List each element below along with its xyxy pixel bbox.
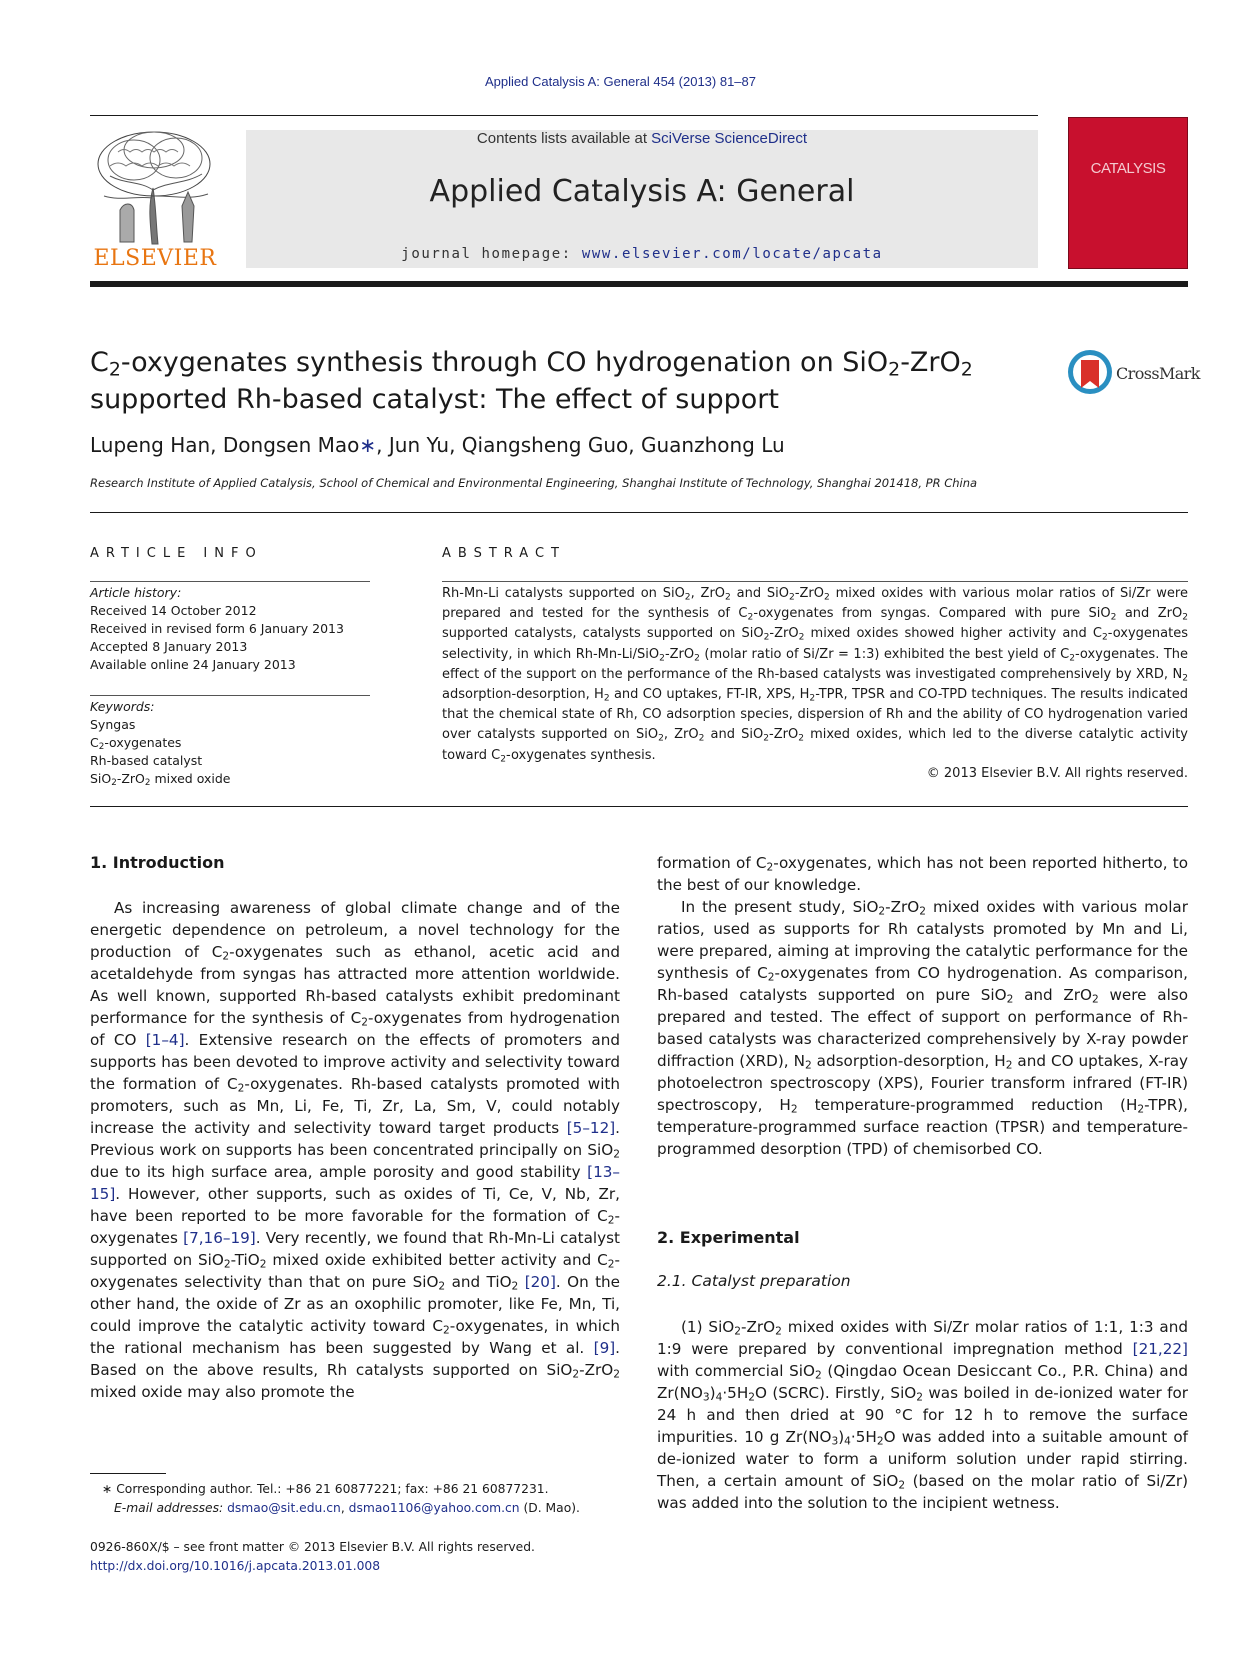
email-link[interactable]: dsmao1106@yahoo.com.cn bbox=[348, 1501, 520, 1515]
crossmark-icon[interactable] bbox=[1066, 348, 1114, 396]
subscript: 2 bbox=[684, 592, 691, 603]
subscript: 2 bbox=[658, 733, 664, 744]
subscript: 2 bbox=[916, 1390, 924, 1404]
subscript: 2 bbox=[1006, 992, 1014, 1006]
experimental-paragraph: (1) SiO$_2$-ZrO$_2$ mixed oxides with Si/Zr molar ratios of 1:1, 1:3 and 1:9 were prepared by conventional impregnation method [21,22] with commercial SiO$_2$ (Qingdao Ocean Desiccant Co., P.R. China) and $Zr(NO_3)_4\cdot 5H_2O$ (SCRC). Firstly, SiO$_2$ was boiled in de-ionized water for 24 h and then dried at 90 °C for 12 h to remove the surface impurities. 10 g $Zr(NO_3)_4\cdot 5H_2O$ was added into a suitable amount of de-ionized water to form a uniform solution under rapid stirring. Then, a certain amount of SiO$_2$ (based on the molar ratio of Si/Zr) was added into the solution to the incipient wetness. bbox=[657, 1318, 1189, 1512]
subscript: 2 bbox=[698, 733, 705, 744]
subscript: 2 bbox=[223, 1257, 231, 1271]
subscript: 2 bbox=[1005, 1058, 1013, 1072]
subscript: 2 bbox=[747, 612, 754, 623]
subscript: 2 bbox=[572, 1367, 580, 1381]
subscript: 2 bbox=[763, 733, 770, 744]
subscript: 2 bbox=[888, 358, 901, 381]
subscript: 2 bbox=[1069, 652, 1075, 663]
keywords-caption: Keywords: bbox=[90, 699, 155, 714]
issn-line: 0926-860X/$ – see front matter © 2013 Elsevier B.V. All rights reserved. bbox=[90, 1540, 535, 1554]
keywords bbox=[90, 698, 370, 788]
subscript: 2 bbox=[442, 1323, 450, 1337]
citation-link[interactable]: [20] bbox=[524, 1273, 556, 1291]
right-column-body bbox=[657, 852, 1188, 1160]
subscript: 2 bbox=[613, 1367, 620, 1381]
continuation-paragraph: formation of $C_2$-oxygenates, which has not been reported hitherto, to the best of our knowledge. bbox=[657, 854, 1188, 894]
subscript: 2 bbox=[111, 778, 117, 789]
subscript: 2 bbox=[809, 693, 816, 704]
subscript: 2 bbox=[659, 652, 665, 663]
subscript: 2 bbox=[763, 632, 770, 643]
subscript: 2 bbox=[438, 1279, 446, 1293]
article-history bbox=[90, 584, 370, 674]
subscript: 2 bbox=[878, 904, 886, 918]
history-rule bbox=[90, 581, 370, 582]
homepage-prefix: journal homepage: bbox=[401, 246, 582, 262]
subscript: 2 bbox=[766, 860, 774, 874]
subscript: 2 bbox=[734, 1324, 742, 1338]
subscript: 3 bbox=[702, 1390, 710, 1404]
footnote-rule bbox=[90, 1473, 166, 1474]
subscript: 2 bbox=[1182, 673, 1188, 684]
journal-cover-image bbox=[1068, 117, 1188, 269]
subscript: 2 bbox=[613, 1147, 620, 1161]
present-study-paragraph: In the present study, SiO$_2$-ZrO$_2$ mixed oxides with various molar ratios, used as supports for Rh catalysts promoted by Mn and Li, were prepared, aiming at improving the catalytic performance for the synthesis of $C_2$-oxygenates from CO hydrogenation. As comparison, Rh-based catalysts supported on pure SiO$_2$ and ZrO$_2$ were also prepared and tested. The effect of support on performance of Rh-based catalysts was characterized comprehensively by X-ray powder diffraction (XRD), $N_2$ adsorption-desorption, $H_2$ and CO uptakes, X-ray photoelectron spectroscopy (XPS), Fourier transform infrared (FT-IR) spectroscopy, $H_2$ temperature-programmed reduction $(H_2-TPR)$, temperature-programmed surface reaction (TPSR) and temperature-programmed desorption (TPD) of chemisorbed CO. bbox=[657, 898, 1188, 1158]
doi-link[interactable]: http://dx.doi.org/10.1016/j.apcata.2013.01.008 bbox=[90, 1559, 381, 1573]
subscript: 3 bbox=[831, 1434, 839, 1448]
subscript: 2 bbox=[919, 904, 927, 918]
header-rule bbox=[90, 115, 1038, 116]
subscript: 2 bbox=[767, 970, 775, 984]
article-info-heading: ARTICLE INFO bbox=[90, 546, 263, 561]
subscript: 2 bbox=[804, 1058, 812, 1072]
introduction-paragraph: As increasing awareness of global climate change and of the energetic dependence on petroleum, a novel technology for the production of $C_2$-oxygenates such as ethanol, acetic acid and acetaldehyde from syngas has attracted more attention worldwide. As well known, supported Rh-based catalysts exhibit predominant performance for the synthesis of $C_2$-oxygenates from hydrogenation of CO [1–4]. Extensive research on the effects of promoters and supports has been devoted to improve activity and selectivity toward the formation of $C_2$-oxygenates. Rh-based catalysts promoted with promoters, such as Mn, Li, Fe, Ti, Zr, La, Sm, V, could notably increase the activity and selectivity toward target products [5–12]. Previous work on supports has been concentrated principally on SiO$_2$ due to its high surface area, ample porosity and good stability [13–15]. However, other supports, such as oxides of Ti, Ce, V, Nb, Zr, have been reported to be more favorable for the formation of $C_2$-oxygenates [7,16–19]. Very recently, we found that Rh-Mn-Li catalyst supported on SiO$_2$-TiO$_2$ mixed oxide exhibited better activity and $C_2$-oxygenates selectivity than that on pure SiO$_2$ and TiO$_2$ [20]. On the other hand, the oxide of Zr as an oxophilic promoter, like Fe, Mn, Ti, could improve the catalytic activity toward $C_2$-oxygenates, in which the rational mechanism has been suggested by Wang et al. [9]. Based on the above results, Rh catalysts supported on SiO$_2$-ZrO$_2$ mixed oxide may also promote the bbox=[90, 899, 621, 1401]
subscript: 2 bbox=[824, 592, 830, 603]
subscript: 2 bbox=[798, 733, 804, 744]
subscript: 2 bbox=[960, 358, 973, 381]
keywords-rule bbox=[90, 695, 370, 696]
subscript: 2 bbox=[876, 1434, 884, 1448]
subscript: 2 bbox=[222, 949, 230, 963]
subscript: 4 bbox=[844, 1434, 851, 1448]
citation-link[interactable]: [7,16–19] bbox=[183, 1229, 256, 1247]
subscript: 2 bbox=[775, 1324, 782, 1338]
subscript: 2 bbox=[237, 1081, 245, 1095]
subscript: 2 bbox=[511, 1279, 519, 1293]
keyword-item: Rh-based catalyst bbox=[90, 753, 203, 768]
subscript: 2 bbox=[1137, 1102, 1145, 1116]
subscript: 2 bbox=[748, 1390, 756, 1404]
sciencedirect-link[interactable]: SciVerse ScienceDirect bbox=[651, 130, 808, 147]
subscript: 2 bbox=[1101, 632, 1108, 643]
abstract-copyright: © 2013 Elsevier B.V. All rights reserved. bbox=[926, 766, 1188, 781]
subscript: 2 bbox=[607, 1213, 615, 1227]
history-caption: Article history: bbox=[90, 585, 182, 600]
subscript: 2 bbox=[98, 742, 105, 753]
subscript: 2 bbox=[500, 753, 507, 764]
citation-link[interactable]: [21,22] bbox=[1132, 1340, 1188, 1358]
introduction-body bbox=[90, 897, 620, 1403]
elsevier-wordmark: ELSEVIER bbox=[93, 246, 217, 271]
citation-link[interactable]: [5–12] bbox=[566, 1119, 616, 1137]
footnote-emails bbox=[90, 1499, 620, 1518]
subscript: 2 bbox=[361, 1015, 368, 1029]
crossmark-label[interactable]: CrossMark bbox=[1116, 364, 1200, 383]
abstract-heading: ABSTRACT bbox=[442, 546, 566, 561]
email-separator: , bbox=[340, 1501, 349, 1515]
subscript: 2 bbox=[725, 592, 731, 603]
citation-link[interactable]: [13–15] bbox=[90, 1163, 620, 1203]
email-suffix: (D. Mao). bbox=[519, 1501, 580, 1515]
contents-line bbox=[246, 130, 1038, 147]
experimental-body bbox=[657, 1316, 1188, 1514]
abstract-text: Rh-Mn-Li catalysts supported on SiO$_2$, ZrO$_2$ and SiO$_2$-ZrO$_2$ mixed oxides with various molar ratios of Si/Zr were prepared and tested for the synthesis of $C_2$-oxygenates from syngas. Compared with pure SiO$_2$ and ZrO$_2$ supported catalysts, catalysts supported on SiO$_2$-ZrO$_2$ mixed oxides showed higher activity and $C_2$-oxygenates selectivity, in which Rh-Mn-Li/SiO$_2$-ZrO$_2$ (molar ratio of Si/Zr = 1:3) exhibited the best yield of $C_2$-oxygenates. The effect of the support on the performance of the Rh-based catalysts was investigated comprehensively by XRD, $N_2$ adsorption-desorption, $H_2$ and CO uptakes, FT-IR, XPS, $H_2$-TPR, TPSR and CO-TPD techniques. The results indicated that the chemical state of Rh, CO adsorption species, dispersion of Rh and the ability of CO hydrogenation varied over catalysts supported on SiO$_2$, ZrO$_2$ and SiO$_2$-ZrO$_2$ mixed oxides, which led to the diverse catalytic activity toward $C_2$-oxygenates synthesis. bbox=[442, 586, 1189, 764]
citation-link[interactable]: [9] bbox=[593, 1339, 616, 1357]
subscript: 4 bbox=[715, 1390, 723, 1404]
subscript: 2 bbox=[789, 592, 795, 603]
subscript: 2 bbox=[1092, 992, 1099, 1006]
subscript: 2 bbox=[790, 1102, 798, 1116]
keyword-item: SiO$_2$-ZrO$_2$ mixed oxide bbox=[90, 771, 231, 789]
keyword-item: Syngas bbox=[90, 717, 136, 732]
email-label: E-mail addresses: bbox=[114, 1501, 228, 1515]
subscript: 2 bbox=[814, 1368, 822, 1382]
subscript: 2 bbox=[898, 1478, 906, 1492]
history-item: Received in revised form 6 January 2013 bbox=[90, 621, 344, 636]
journal-cover-title: CATALYSIS bbox=[1090, 160, 1166, 177]
homepage-link[interactable]: www.elsevier.com/locate/apcata bbox=[581, 246, 883, 262]
subscript: 2 bbox=[694, 652, 700, 663]
front-matter bbox=[90, 1538, 620, 1576]
history-item: Received 14 October 2012 bbox=[90, 603, 257, 618]
history-item: Available online 24 January 2013 bbox=[90, 657, 296, 672]
info-top-rule bbox=[90, 512, 1188, 513]
affiliation: Research Institute of Applied Catalysis, School of Chemical and Environmental Engineering, Shanghai Institute of Technology, Shanghai 201418, PR China bbox=[90, 476, 978, 490]
header-thick-rule bbox=[90, 281, 1188, 287]
journal-reference-link[interactable]: Applied Catalysis A: General 454 (2013) 81–87 bbox=[484, 74, 756, 89]
subscript: 2 bbox=[144, 778, 151, 789]
introduction-heading: 1. Introduction bbox=[90, 853, 225, 872]
article-title: $C_2$-oxygenates synthesis through CO hydrogenation on SiO$_2$-ZrO$_2$ supported Rh-based catalyst: The effect of support bbox=[90, 347, 973, 415]
email-link[interactable]: dsmao@sit.edu.cn bbox=[227, 1501, 341, 1515]
contents-prefix: Contents lists available at bbox=[476, 130, 652, 147]
subscript: 2 bbox=[607, 1257, 615, 1271]
subscript: 2 bbox=[603, 693, 610, 704]
experimental-heading: 2. Experimental bbox=[657, 1228, 800, 1247]
catalyst-preparation-heading: 2.1. Catalyst preparation bbox=[657, 1272, 851, 1290]
corresponding-author-footnote bbox=[90, 1480, 620, 1518]
author-list: Lupeng Han, Dongsen Mao∗, Jun Yu, Qiangsheng Guo, Guanzhong Lu bbox=[90, 433, 785, 457]
subscript: 2 bbox=[1110, 612, 1117, 623]
journal-title: Applied Catalysis A: General bbox=[429, 174, 855, 209]
subscript: 2 bbox=[108, 358, 121, 381]
journal-homepage-line bbox=[246, 246, 1038, 262]
citation-link[interactable]: [1–4] bbox=[145, 1031, 185, 1049]
history-item: Accepted 8 January 2013 bbox=[90, 639, 248, 654]
info-bottom-rule bbox=[90, 806, 1188, 807]
subscript: 2 bbox=[1182, 612, 1188, 623]
keyword-item: $C_2$-oxygenates bbox=[90, 735, 182, 753]
subscript: 2 bbox=[259, 1257, 267, 1271]
abstract-rule bbox=[442, 581, 1188, 582]
subscript: 2 bbox=[798, 632, 805, 643]
corresponding-mark: ∗ bbox=[359, 433, 377, 457]
footnote-contact: ∗ Corresponding author. Tel.: +86 21 60877221; fax: +86 21 60877231. bbox=[102, 1482, 549, 1496]
